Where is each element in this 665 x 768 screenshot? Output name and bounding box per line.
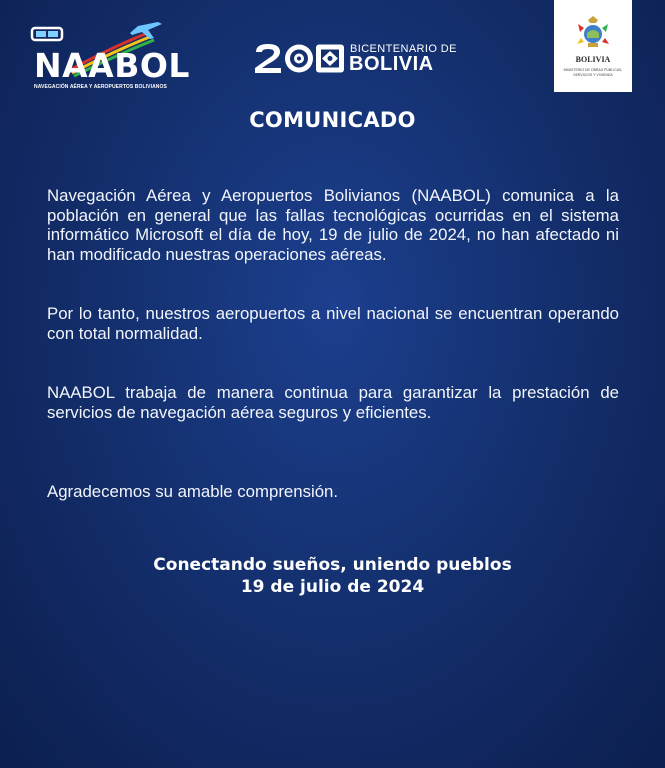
- paragraph-announcement: Navegación Aérea y Aeropuertos Bolivianos (NAABOL) comunica a la población en general que las fallas tecnológicas ocurridas en el sistema informático Microsoft el día de hoy, 19 de julio de 2024, no han afectado ni han modificado nuestras operaciones aéreas.: [47, 186, 619, 264]
- naabol-logo: [30, 18, 190, 90]
- naabol-tagline: NAVEGACIÓN AÉREA Y AEROPUERTOS BOLIVIANOS: [34, 84, 167, 90]
- bicentenario-200-emblem: [254, 42, 346, 74]
- paragraph-thanks: Agradecemos su amable comprensión.: [47, 482, 339, 501]
- closing-slogan: Conectando sueños, uniendo pueblos: [153, 555, 512, 575]
- government-badge: [554, 0, 632, 92]
- naabol-wordmark: NAABOL: [34, 46, 190, 85]
- coat-of-arms-icon: [576, 14, 610, 52]
- bicentenario-line2: BOLIVIA: [349, 53, 434, 75]
- bicentenario-logo: [254, 42, 457, 78]
- page-title: COMUNICADO: [249, 108, 416, 132]
- government-country: BOLIVIA: [575, 55, 611, 64]
- closing-date: 19 de julio de 2024: [240, 577, 425, 597]
- paragraph-commitment: NAABOL trabaja de manera continua para garantizar la prestación de servicios de navegación aérea seguros y eficientes.: [47, 383, 619, 422]
- bicentenario-line1: BICENTENARIO DE: [350, 43, 457, 55]
- government-ministry: MINISTERIO DE OBRAS PÚBLICAS, SERVICIOS Y VIVIENDA: [563, 68, 623, 77]
- paragraph-airports-status: Por lo tanto, nuestros aeropuertos a nivel nacional se encuentran operando con total normalidad.: [47, 304, 619, 343]
